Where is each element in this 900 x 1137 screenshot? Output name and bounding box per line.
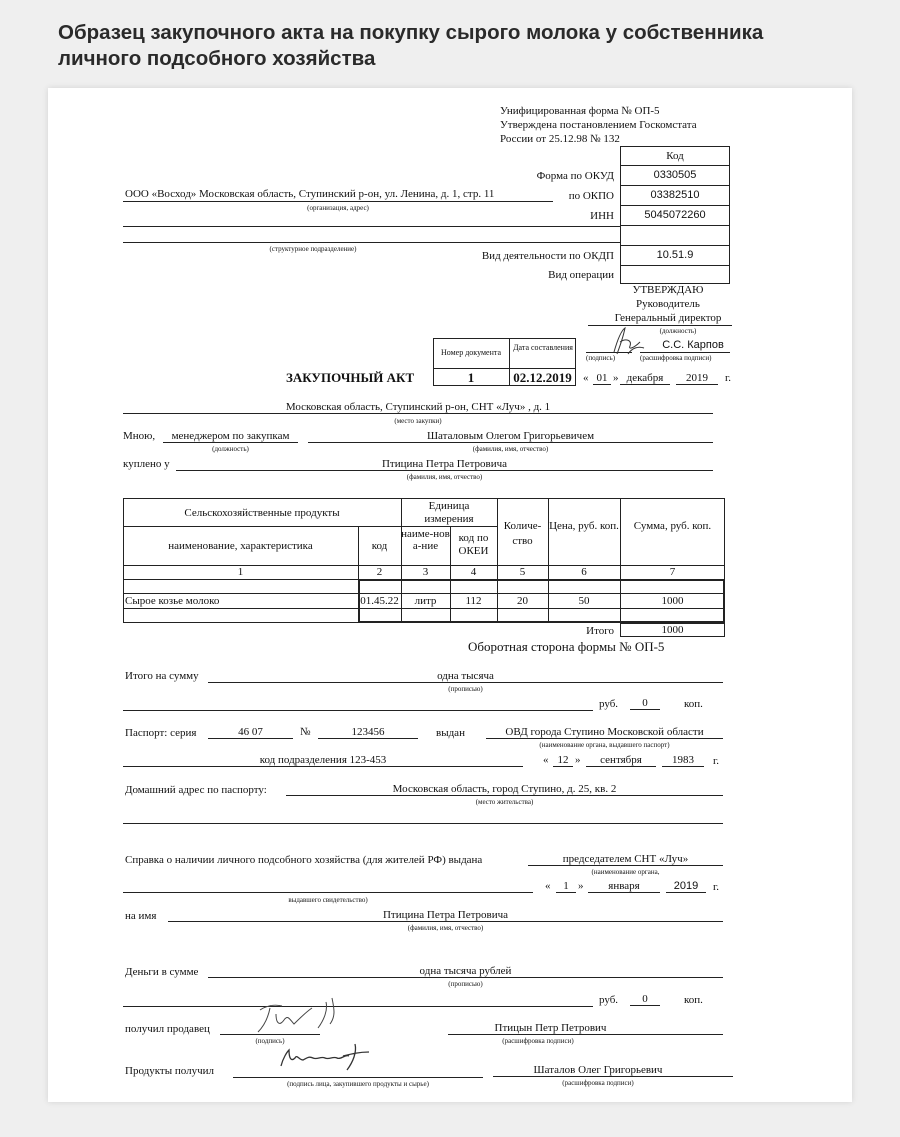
subdivision-caption: (структурное подразделение) [269,245,357,253]
buyer-name-caption: (фамилия, имя, отчество) [472,445,549,453]
passport-series: 46 07 [238,726,263,738]
col-okei: код по ОКЕИ [458,532,489,557]
okud-label: Форма по ОКУД [536,170,614,182]
row-unit: литр [414,595,437,607]
col-num-4: 4 [470,566,477,578]
receiver-signature [273,1038,383,1074]
sum-words: одна тысяча [437,670,494,682]
doc-number-label: Номер документа [440,348,501,357]
col-num-1: 1 [237,566,244,578]
director-signature [608,324,648,358]
passport-issuer: ОВД города Ступино Московской области [505,726,704,738]
passport-label: Паспорт: серия [125,727,197,739]
certificate-month: января [608,880,640,892]
purchase-act-form: Унифицированная форма № ОП-5 Утверждена постановлением Госкомстата России от 25.12.98 № 132 Код Форма по ОКУД 0330505 по ОКПО 03382510 ИНН 5045072260 Вид деятельности по ОКДП 10.51.9 Вид операции ООО «Восход» Московская область, Ступинский р-он, ул. Ленина, д. 1, стр. 11 (организация, адрес) (структурное подразделение) УТВЕРЖДАЮ Руководитель Генеральный директор (должность) С.С. Карпов (подпись) (расшифровка подписи) ЗАКУПОЧНЫЙ АКТ Номер документа Дата составления 1 02.12.2019 « 01 » декабря 2019 г. Московская область, Ступинский р-он, СНТ «Луч» , д. 1 (место закупки) Мною, менеджером по закупкам (должность) Шаталовым Олегом Григорьевичем (фамилия, имя, отчество) куплено у Птицина Петра Петровича (фамилия, имя, отчество) Сельскохозяйственные продукты наименование, характеристика код Единица измерения наиме-нова-ние код по ОКЕИ Количе-ство Цена, руб. коп. Сумма, руб. коп. 1 2 3 4 5 6 7 Сырое козье молоко 01.45.22 литр 112 20 50 1000 Итого 1000 Оборотная сторона формы № ОП-5 Итого на сумму одна тысяча (прописью) руб. 0 коп. Паспорт: серия 46 07 № 123456 выдан ОВД города Ступино Московской области (наименование органа, выдавшего паспорт) код подразделения 123-453 « 12 » сентября 1983 г. Домашний адрес по паспорту: Московская область, город Ступино, д. 25, кв. 2 (место жительства) Справка о наличии личного подсобного хозяйства (для жителей РФ) выдана председателем СНТ «Луч» (наименование органа, « 1 » января 2019 г. выдавшего свидетельство) на имя Птицина Петра Петровича (фамилия, имя, отчество) Деньги в сумме одна тысяча рублей (прописью) руб. 0 коп. получил продавец (подпись) Птицын Петр Петрович (расшифровка подписи) Продукты получил (подпись лица, закупившего продукты и сырье) Шаталов Олег Григорьевич (расшифровка подписи) [48,88,852,1102]
total-label: Итого [586,625,614,637]
seller-sign-caption: (подпись) [255,1037,285,1045]
seller-name: Птицина Петра Петровича [381,458,508,470]
money-words-caption: (прописью) [448,980,483,988]
inn-value: 5045072260 [644,209,706,221]
money-words: одна тысяча рублей [419,965,512,977]
certificate-year-suffix: г. [713,881,720,893]
sum-rub-label: руб. [599,698,619,710]
approval-year: 2019 [686,372,708,384]
col-num-7: 7 [669,566,676,578]
col-unit-name: наиме-нова-ние [401,528,450,552]
col-name: наименование, характеристика [168,540,313,552]
buyer-label: Мною, [123,430,156,442]
certificate-issuer-caption: (наименование органа, [591,868,660,876]
row-sum: 1000 [661,595,684,607]
col-num-3: 3 [422,566,429,578]
row-okei: 112 [465,595,482,607]
approval-signature-caption: (подпись) [586,354,616,362]
place-caption: (место закупки) [394,417,442,425]
page-title: Образец закупочного акта на покупку сырого молока у собственника личного подсобного хозяйства [58,21,764,70]
approval-name: С.С. Карпов [662,339,724,351]
row-code: 01.45.22 [360,595,399,607]
seller-sign-name: Птицын Петр Петрович [494,1022,607,1034]
col-num-5: 5 [519,566,526,578]
buyer-name: Шаталовым Олегом Григорьевичем [426,430,595,442]
sum-kop: 0 [642,697,648,709]
organization-value: ООО «Восход» Московская область, Ступинский р-он, ул. Ленина, д. 1, стр. 11 [125,188,495,200]
inn-label: ИНН [590,210,614,222]
col-num-6: 6 [581,566,587,578]
certificate-name: Птицина Петра Петровича [382,909,509,921]
col-price: Цена, руб. коп. [549,520,619,532]
passport-year: 1983 [672,754,694,766]
certificate-name-label: на имя [125,910,157,922]
okdp-value: 10.51.9 [656,249,694,261]
receiver-name-caption: (расшифровка подписи) [562,1079,634,1087]
passport-issued-label: выдан [436,727,465,739]
money-rub-label: руб. [599,994,619,1006]
organization-caption: (организация, адрес) [307,204,369,212]
certificate-issuer-caption2: выдавшего свидетельство) [288,896,368,904]
doc-date: 02.12.2019 [513,370,572,385]
place-value: Московская область, Ступинский р-он, СНТ «Луч» , д. 1 [285,401,551,413]
seller-name-caption: (расшифровка подписи) [502,1037,574,1045]
money-label: Деньги в сумме [125,966,199,978]
okud-value: 0330505 [653,169,697,181]
col-unit: Единица измерения [424,500,474,525]
passport-number: 123456 [351,726,385,738]
okdp-label: Вид деятельности по ОКДП [481,250,614,262]
approval-day: 01 [596,372,608,384]
approval-month: декабря [626,372,664,384]
money-kop: 0 [642,993,648,1005]
approval-position: Генеральный директор [614,312,722,324]
col-sum: Сумма, руб. коп. [633,520,712,532]
seller-signature [246,994,356,1034]
doc-number: 1 [467,370,475,385]
passport-no-label: № [300,726,311,738]
form-info-line2: Утверждена постановлением Госкомстата [500,119,697,131]
approval-title: УТВЕРЖДАЮ [632,284,704,296]
passport-day: 12 [557,754,569,766]
certificate-label: Справка о наличии личного подсобного хозяйства (для жителей РФ) выдана [125,854,483,866]
sum-words-caption: (прописью) [448,685,483,693]
passport-month: сентября [600,754,642,766]
address-caption: (место жительства) [475,798,534,806]
address-label: Домашний адрес по паспорту: [125,784,267,796]
certificate-issuer: председателем СНТ «Луч» [562,853,689,865]
act-title: ЗАКУПОЧНЫЙ АКТ [286,370,415,385]
reverse-title: Оборотная сторона формы № ОП-5 [468,639,665,654]
operation-label: Вид операции [548,269,614,281]
form-info-line1: Унифицированная форма № ОП-5 [500,105,660,117]
approval-name-caption: (расшифровка подписи) [640,354,712,362]
receiver-sign-name: Шаталов Олег Григорьевич [533,1064,663,1076]
okpo-value: 03382510 [650,189,700,201]
seller-label: куплено у [123,458,170,470]
approval-position-caption: (должность) [659,327,697,335]
sum-kop-label: коп. [684,698,703,710]
buyer-position: менеджером по закупкам [171,430,290,442]
address-value: Московская область, город Ступино, д. 25, кв. 2 [392,783,617,795]
col-num-2: 2 [376,566,383,578]
col-products: Сельскохозяйственные продукты [184,507,340,519]
col-code: код [371,540,388,552]
form-info-line3: России от 25.12.98 № 132 [500,133,620,145]
okpo-label: по ОКПО [568,190,614,202]
receiver-sign-caption: (подпись лица, закупившего продукты и сырье) [287,1080,429,1088]
row-name: Сырое козье молоко [125,595,220,607]
doc-date-label: Дата составления [513,343,573,352]
passport-issuer-caption: (наименование органа, выдавшего паспорт) [539,741,670,749]
certificate-year: 2019 [673,880,699,892]
buyer-position-caption: (должность) [212,445,249,453]
passport-dept-code: код подразделения 123-453 [259,754,387,766]
codes-header: Код [666,150,684,162]
receiver-sign-label: Продукты получил [125,1065,215,1077]
seller-sign-label: получил продавец [125,1023,210,1035]
total-value: 1000 [661,624,684,636]
certificate-day: 1 [563,880,569,892]
col-qty: Количе-ство [503,520,542,547]
approval-year-suffix: г. [725,372,732,384]
row-qty: 20 [517,595,528,607]
sum-label: Итого на сумму [125,670,199,682]
money-kop-label: коп. [684,994,703,1006]
passport-year-suffix: г. [713,755,720,767]
seller-name-caption: (фамилия, имя, отчество) [406,473,483,481]
approval-head: Руководитель [636,298,700,310]
certificate-name-caption: (фамилия, имя, отчество) [407,924,484,932]
row-price: 50 [578,595,590,607]
